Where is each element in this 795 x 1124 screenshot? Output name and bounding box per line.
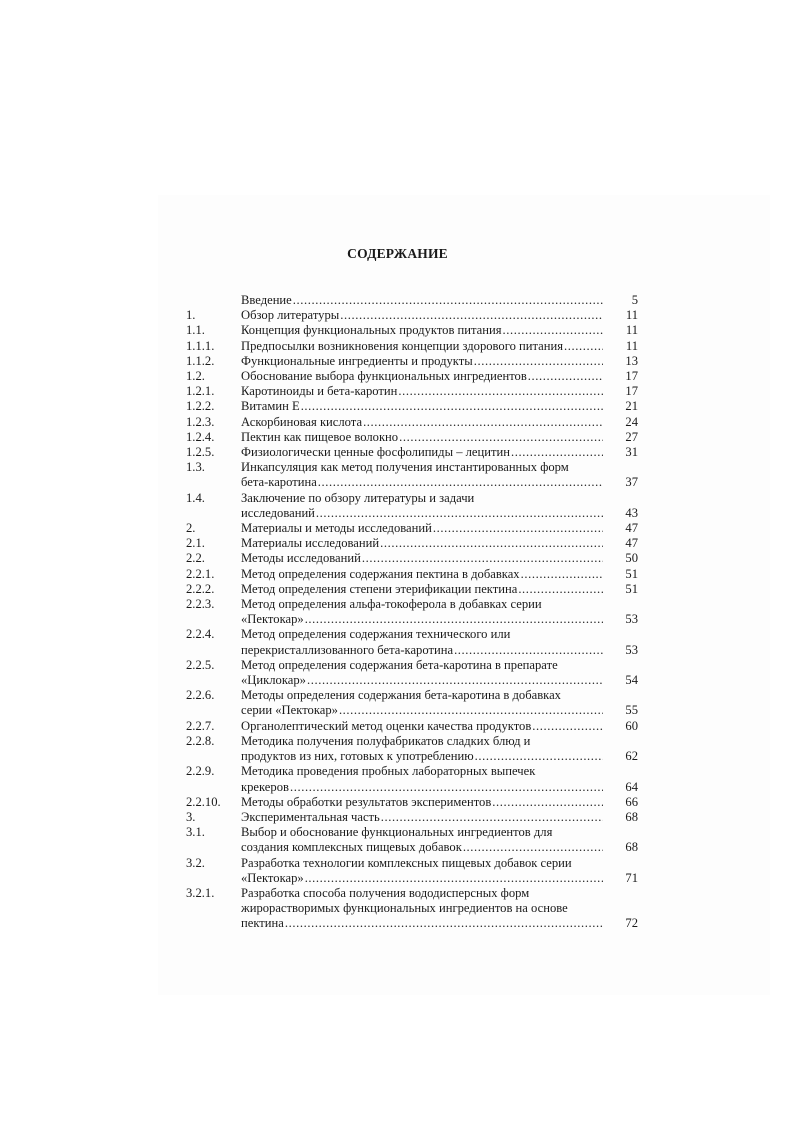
toc-entry-line: Материалы исследований ..... xyxy=(241,536,604,551)
toc-entry-number: 2.2.3. xyxy=(186,597,215,612)
dot-leader xyxy=(511,445,603,460)
toc-entry-title xyxy=(241,415,604,430)
toc-entry-page: 50 xyxy=(625,551,638,566)
toc-entry-title xyxy=(241,719,604,734)
toc-entry-number: 2.2. xyxy=(186,551,205,566)
toc-entry xyxy=(186,597,638,627)
toc-entry-line: Разработка способа получения вододисперсных форм xyxy=(241,885,530,900)
toc-entry-page: 21 xyxy=(625,399,638,414)
toc-entry-line: «Пектокар» ..... xyxy=(241,612,604,627)
toc-entry-title xyxy=(241,795,604,810)
dot-leader xyxy=(380,536,603,551)
toc-entry-page: 53 xyxy=(625,612,638,627)
toc-entry-title xyxy=(241,688,604,718)
toc-entry xyxy=(186,658,638,688)
toc-entry-number: 2. xyxy=(186,521,196,536)
toc-entry-number: 2.2.8. xyxy=(186,733,215,748)
toc-entry-title xyxy=(241,445,604,460)
toc-entry xyxy=(186,339,638,354)
toc-entry-page: 11 xyxy=(625,323,638,338)
dot-leader xyxy=(316,506,603,521)
toc-entry-line: Методы обработки результатов экспериментов ..... xyxy=(241,795,604,810)
toc-entry-line: Экспериментальная часть ..... xyxy=(241,810,604,825)
dot-leader xyxy=(339,703,603,718)
toc-entry-page: 54 xyxy=(625,673,638,688)
toc-entry xyxy=(186,627,638,657)
toc-entry-line: Каротиноиды и бета-каротин ..... xyxy=(241,384,604,399)
toc-entry-title xyxy=(241,430,604,445)
toc-entry-number: 3.2. xyxy=(186,855,205,870)
toc-entry-number: 1. xyxy=(186,308,196,323)
dot-leader xyxy=(528,369,603,384)
table-of-contents xyxy=(186,293,638,932)
toc-entry-page: 17 xyxy=(625,384,638,399)
toc-entry-title xyxy=(241,369,604,384)
toc-entry-line: «Циклокар» ..... xyxy=(241,673,604,688)
toc-entry-title xyxy=(241,323,604,338)
toc-entry-page: 43 xyxy=(625,505,638,520)
toc-entry-page: 55 xyxy=(625,703,638,718)
toc-entry xyxy=(186,856,638,886)
toc-entry-page: 68 xyxy=(625,840,638,855)
dot-leader xyxy=(381,810,603,825)
toc-entry-title xyxy=(241,384,604,399)
toc-entry-line: Функциональные ингредиенты и продукты ..... xyxy=(241,354,604,369)
toc-entry-number: 1.2.2. xyxy=(186,399,215,414)
dot-leader xyxy=(521,567,603,582)
toc-entry-line: Предпосылки возникновения концепции здорового питания ..... xyxy=(241,339,604,354)
toc-entry-line: Метод определения содержания пектина в добавках ..... xyxy=(241,567,604,582)
dot-leader xyxy=(492,795,603,810)
toc-entry-number: 3. xyxy=(186,809,196,824)
toc-entry-line: Методика проведения пробных лабораторных выпечек xyxy=(241,764,536,779)
toc-entry-line: Метод определения альфа-токоферола в добавках серии xyxy=(241,597,542,612)
toc-entry-line: Физиологически ценные фосфолипиды – лецитин ..... xyxy=(241,445,604,460)
toc-entry-line: Метод определения степени этерификации пектина ..... xyxy=(241,582,604,597)
toc-entry-title xyxy=(241,293,604,308)
toc-entry-page: 13 xyxy=(625,353,638,368)
dot-leader xyxy=(340,308,603,323)
toc-entry-title xyxy=(241,597,604,627)
toc-entry-line: Методика получения полуфабрикатов сладких блюд и xyxy=(241,733,531,748)
toc-entry-line: серии «Пектокар» ..... xyxy=(241,703,604,718)
toc-entry xyxy=(186,825,638,855)
dot-leader xyxy=(463,840,603,855)
toc-entry-title xyxy=(241,521,604,536)
toc-entry-line: Разработка технологии комплексных пищевых добавок серии xyxy=(241,855,572,870)
toc-entry-title xyxy=(241,536,604,551)
toc-entry-number: 2.2.7. xyxy=(186,718,215,733)
toc-entry-page: 11 xyxy=(625,308,638,323)
toc-entry-number: 1.2. xyxy=(186,369,205,384)
dot-leader xyxy=(363,415,603,430)
toc-entry-line: Аскорбиновая кислота ..... xyxy=(241,415,604,430)
toc-entry-title xyxy=(241,658,604,688)
dot-leader xyxy=(285,916,603,931)
toc-entry-line: Концепция функциональных продуктов питания ..... xyxy=(241,323,604,338)
toc-entry-number: 2.2.6. xyxy=(186,688,215,703)
toc-entry xyxy=(186,795,638,810)
toc-entry-line: Введение ..... xyxy=(241,293,604,308)
toc-entry-line: пектина ..... xyxy=(241,916,604,931)
toc-entry-line: Заключение по обзору литературы и задачи xyxy=(241,490,475,505)
toc-entry-title xyxy=(241,354,604,369)
toc-entry-title xyxy=(241,460,604,490)
toc-entry xyxy=(186,384,638,399)
toc-entry-title xyxy=(241,567,604,582)
toc-entry xyxy=(186,688,638,718)
toc-entry-line: Витамин Е ..... xyxy=(241,399,604,414)
toc-entry-line: «Пектокар» ..... xyxy=(241,871,604,886)
toc-entry-line: Материалы и методы исследований ..... xyxy=(241,521,604,536)
dot-leader xyxy=(307,673,603,688)
toc-entry-page: 68 xyxy=(625,809,638,824)
toc-entry-line: Пектин как пищевое волокно ..... xyxy=(241,430,604,445)
dot-leader xyxy=(318,475,603,490)
toc-entry xyxy=(186,491,638,521)
toc-entry-title xyxy=(241,399,604,414)
dot-leader xyxy=(475,749,603,764)
dot-leader xyxy=(305,612,603,627)
dot-leader xyxy=(518,582,603,597)
toc-entry-number: 1.2.4. xyxy=(186,429,215,444)
toc-entry-line: создания комплексных пищевых добавок ..... xyxy=(241,840,604,855)
toc-entry xyxy=(186,430,638,445)
toc-entry xyxy=(186,810,638,825)
toc-entry-line: Обзор литературы ..... xyxy=(241,308,604,323)
toc-entry xyxy=(186,886,638,932)
toc-entry-title xyxy=(241,886,604,932)
toc-entry-title xyxy=(241,339,604,354)
toc-entry-number: 2.2.4. xyxy=(186,627,215,642)
toc-entry-number: 1.2.3. xyxy=(186,414,215,429)
toc-entry-line: Органолептический метод оценки качества продуктов ..... xyxy=(241,719,604,734)
toc-entry-number: 1.4. xyxy=(186,490,205,505)
toc-entry-page: 64 xyxy=(625,779,638,794)
toc-entry-number: 2.2.10. xyxy=(186,794,221,809)
toc-entry xyxy=(186,399,638,414)
dot-leader xyxy=(290,780,603,795)
toc-entry-number: 1.2.5. xyxy=(186,445,215,460)
toc-entry-page: 11 xyxy=(625,338,638,353)
dot-leader xyxy=(532,719,603,734)
toc-entry-page: 47 xyxy=(625,521,638,536)
toc-entry-line: Инкапсуляция как метод получения инстантированных форм xyxy=(241,460,569,475)
dot-leader xyxy=(503,323,603,338)
toc-entry-number: 3.2.1. xyxy=(186,885,215,900)
toc-entry xyxy=(186,415,638,430)
toc-entry-page: 53 xyxy=(625,642,638,657)
toc-entry-line: Методы исследований ..... xyxy=(241,551,604,566)
toc-entry-number: 3.1. xyxy=(186,825,205,840)
toc-entry-number: 2.2.9. xyxy=(186,764,215,779)
toc-entry-title xyxy=(241,825,604,855)
toc-entry-title xyxy=(241,734,604,764)
toc-entry-number: 1.2.1. xyxy=(186,384,215,399)
dot-leader xyxy=(362,551,603,566)
toc-entry-number: 1.1.1. xyxy=(186,338,215,353)
toc-entry-page: 60 xyxy=(625,718,638,733)
toc-entry-line: Обоснование выбора функциональных ингредиентов ..... xyxy=(241,369,604,384)
dot-leader xyxy=(454,643,603,658)
dot-leader xyxy=(301,399,603,414)
toc-entry-number: 1.1.2. xyxy=(186,353,215,368)
toc-entry xyxy=(186,521,638,536)
toc-entry-title xyxy=(241,810,604,825)
toc-entry-title xyxy=(241,308,604,323)
toc-entry-page: 27 xyxy=(625,429,638,444)
toc-entry-page: 5 xyxy=(631,293,638,307)
dot-leader xyxy=(564,339,603,354)
toc-entry xyxy=(186,764,638,794)
toc-entry-number: 2.2.2. xyxy=(186,581,215,596)
page-title: СОДЕРЖАНИЕ xyxy=(347,246,448,261)
toc-entry xyxy=(186,536,638,551)
toc-entry-line: Методы определения содержания бета-каротина в добавках xyxy=(241,688,561,703)
toc-entry xyxy=(186,369,638,384)
toc-entry-page: 71 xyxy=(625,870,638,885)
dot-leader xyxy=(305,871,603,886)
dot-leader xyxy=(398,384,603,399)
toc-entry-number: 1.3. xyxy=(186,460,205,475)
dot-leader xyxy=(433,521,603,536)
toc-entry xyxy=(186,567,638,582)
toc-entry-number: 2.2.5. xyxy=(186,657,215,672)
toc-entry-page: 24 xyxy=(625,414,638,429)
toc-entry-title xyxy=(241,856,604,886)
toc-entry-line: Метод определения содержания бета-каротина в препарате xyxy=(241,657,558,672)
toc-entry xyxy=(186,719,638,734)
toc-entry xyxy=(186,445,638,460)
toc-entry-line: исследований ..... xyxy=(241,506,604,521)
toc-entry xyxy=(186,734,638,764)
toc-entry-line: крекеров ..... xyxy=(241,780,604,795)
toc-entry-line: продуктов из них, готовых к употреблению ..... xyxy=(241,749,604,764)
toc-entry-title xyxy=(241,491,604,521)
toc-entry-number: 2.2.1. xyxy=(186,566,215,581)
toc-entry-number: 1.1. xyxy=(186,323,205,338)
toc-entry-title xyxy=(241,551,604,566)
toc-entry xyxy=(186,308,638,323)
toc-entry xyxy=(186,551,638,566)
toc-entry-page: 66 xyxy=(625,794,638,809)
dot-leader xyxy=(293,293,603,308)
dot-leader xyxy=(474,354,603,369)
toc-entry-page: 51 xyxy=(625,566,638,581)
toc-entry xyxy=(186,293,638,308)
toc-entry-line: жирорастворимых функциональных ингредиентов на основе xyxy=(241,901,568,916)
toc-entry xyxy=(186,354,638,369)
toc-entry-title xyxy=(241,582,604,597)
toc-entry-line: Выбор и обоснование функциональных ингредиентов для xyxy=(241,825,553,840)
toc-entry xyxy=(186,460,638,490)
toc-entry-line: бета-каротина ..... xyxy=(241,475,604,490)
toc-entry-page: 51 xyxy=(625,581,638,596)
toc-entry-page: 37 xyxy=(625,475,638,490)
toc-entry-page: 17 xyxy=(625,369,638,384)
toc-entry-title xyxy=(241,764,604,794)
toc-entry xyxy=(186,582,638,597)
dot-leader xyxy=(399,430,603,445)
toc-entry-number: 2.1. xyxy=(186,536,205,551)
toc-entry-page: 31 xyxy=(625,445,638,460)
toc-entry-line: перекристаллизованного бета-каротина ..... xyxy=(241,643,604,658)
toc-entry xyxy=(186,323,638,338)
toc-entry-page: 72 xyxy=(625,916,638,931)
toc-entry-title xyxy=(241,627,604,657)
toc-entry-page: 47 xyxy=(625,536,638,551)
toc-entry-line: Метод определения содержания технического или xyxy=(241,627,511,642)
toc-entry-page: 62 xyxy=(625,749,638,764)
